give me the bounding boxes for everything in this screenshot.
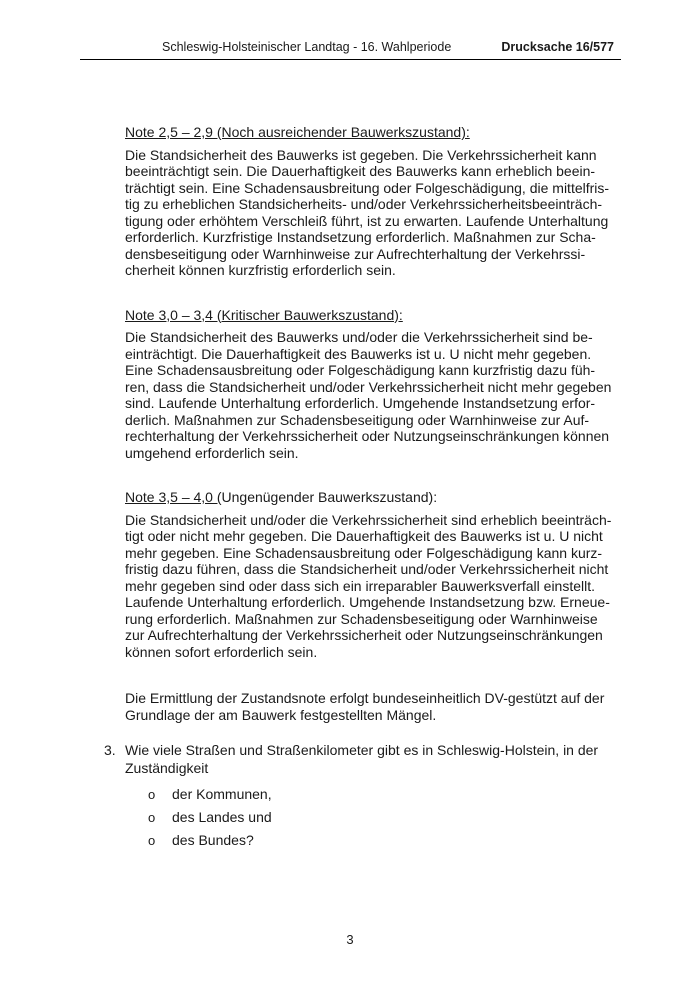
page-header [80, 40, 620, 60]
summary-paragraph [125, 690, 625, 723]
note-heading-underlined: Note 3,0 – 3,4 (Kritischer Bauwerkszustand): [125, 306, 403, 323]
question-text [125, 741, 620, 777]
list-item [148, 785, 272, 808]
text-line: trächtigt sein. Eine Schadensausbreitung oder Folgeschädigung, die mittelfris- [125, 179, 610, 196]
text-line: einträchtigt. Die Dauerhaftigkeit des Bauwerks ist u. U nicht mehr gegeben. [125, 345, 592, 362]
text-line: rung erforderlich. Maßnahmen zur Schadensbeseitigung oder Warnhinweise [125, 610, 598, 627]
question-list [148, 785, 272, 854]
note-section [125, 307, 625, 462]
note-section [125, 489, 625, 660]
text-line: umgehend erforderlich sein. [125, 444, 299, 461]
document-number: Drucksache 16/577 [501, 40, 614, 54]
text-line: Wie viele Straßen und Straßenkilometer gibt es in Schleswig-Holstein, in der [125, 742, 599, 758]
text-line: rechterhaltung der Verkehrssicherheit oder Nutzungseinschränkungen können [125, 428, 610, 444]
text-line: beeinträchtigt sein. Die Dauerhaftigkeit des Bauwerks kann erheblich beein- [125, 163, 596, 179]
text-line: ren, dass die Standsicherheit und/oder Verkehrssicherheit nicht mehr gegeben [125, 378, 612, 395]
text-line: Zuständigkeit [125, 760, 209, 776]
list-item [148, 831, 272, 854]
list-item-label: der Kommunen, [172, 786, 272, 802]
page-number: 3 [346, 932, 354, 947]
text-line: tigung oder erhöhtem Verschleiß führt, ist zu erwarten. Laufende Unterhaltung [125, 212, 609, 229]
note-heading [125, 307, 625, 324]
text-line: Eine Schadensausbreitung oder Folgeschädigung kann kurzfristig dazu füh- [125, 362, 596, 378]
list-item-label: des Landes und [172, 809, 272, 825]
note-heading [125, 489, 625, 506]
text-line: tigt oder nicht mehr gegeben. Die Dauerhaftigkeit des Bauwerks ist u. U nicht [125, 528, 603, 544]
text-line: derlich. Maßnahmen zur Schadensbeseitigung oder Warnhinweise zur Auf- [125, 411, 590, 428]
note-body [125, 512, 625, 661]
note-body [125, 329, 625, 461]
note-heading [125, 124, 625, 141]
text-line: Grundlage der am Bauwerk festgestellten Mängel. [125, 706, 437, 723]
text-line: mehr gegeben. Eine Schadensausbreitung oder Folgeschädigung kann kurz- [125, 544, 603, 561]
circle-bullet-icon: o [148, 810, 156, 825]
text-line: erforderlich. Kurzfristige Instandsetzung erforderlich. Maßnahmen zur Scha- [125, 229, 596, 245]
circle-bullet-icon: o [148, 787, 156, 802]
header-rule [80, 59, 621, 60]
note-body [125, 147, 625, 279]
text-line: Die Standsicherheit und/oder die Verkehrssicherheit sind erheblich beeinträch- [125, 511, 612, 528]
question-number: 3. [104, 742, 116, 758]
text-line: Die Ermittlung der Zustandsnote erfolgt bundeseinheitlich DV-gestützt auf der [125, 690, 605, 706]
text-line: zur Aufrechterhaltung der Verkehrssicherheit oder Nutzungseinschränkungen [125, 627, 603, 643]
text-line: densbeseitigung oder Warnhinweise zur Aufrechterhaltung der Verkehrssi- [125, 245, 586, 262]
note-heading-plain: Ungenügender Bauwerkszustand): [221, 489, 438, 505]
note-heading-underlined: Note 3,5 – 4,0 ( [125, 489, 222, 505]
text-line: Die Standsicherheit des Bauwerks ist gegeben. Die Verkehrssicherheit kann [125, 146, 597, 163]
list-item [148, 808, 272, 831]
text-line: fristig dazu führen, dass die Standsicherheit und/oder Verkehrssicherheit nicht [125, 561, 609, 577]
note-section [125, 124, 625, 279]
text-line: können sofort erforderlich sein. [125, 643, 318, 660]
text-line: cherheit können kurzfristig erforderlich sein. [125, 262, 396, 278]
text-line: tig zu erheblichen Standsicherheits- und/oder Verkehrssicherheitsbeeinträch- [125, 196, 603, 212]
circle-bullet-icon: o [148, 833, 156, 848]
header-title: Schleswig-Holsteinischer Landtag - 16. Wahlperiode [162, 40, 452, 54]
main-content [125, 124, 625, 723]
text-line: mehr gegeben sind oder dass sich ein irreparabler Bauwerksverfall einstellt. [125, 577, 596, 594]
text-line: Die Standsicherheit des Bauwerks und/oder die Verkehrssicherheit sind be- [125, 329, 593, 345]
text-line: Laufende Unterhaltung erforderlich. Umgehende Instandsetzung bzw. Erneue- [125, 594, 610, 610]
note-heading-underlined: Note 2,5 – 2,9 (Noch ausreichender Bauwerkszustand): [125, 124, 470, 140]
list-item-label: des Bundes? [172, 832, 254, 848]
text-line: sind. Laufende Unterhaltung erforderlich. Umgehende Instandsetzung erfor- [125, 395, 596, 411]
